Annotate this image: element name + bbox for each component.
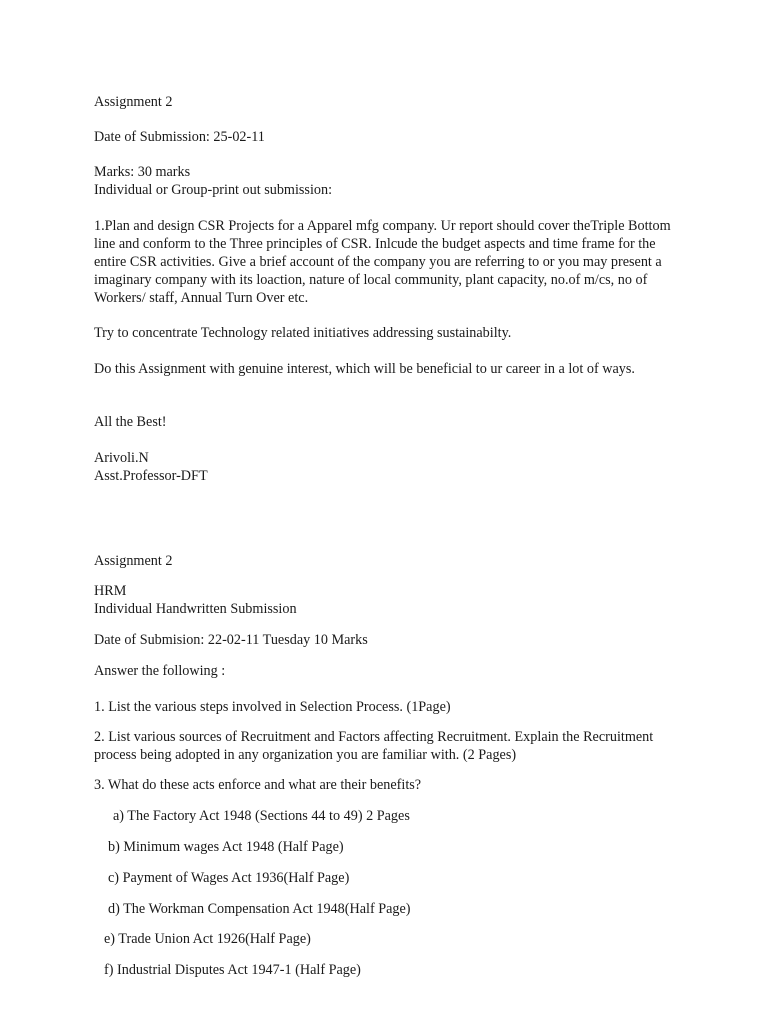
act-item: f) Industrial Disputes Act 1947-1 (Half Page): [104, 962, 361, 978]
author-role: Asst.Professor-DFT: [94, 468, 208, 484]
marks: Marks: 30 marks: [94, 164, 191, 180]
act-item: d) The Workman Compensation Act 1948(Half Page): [108, 901, 411, 917]
assignment-title: Assignment 2: [94, 553, 173, 569]
instruction: Answer the following :: [94, 663, 226, 679]
submission-mode: Individual or Group-print out submission:: [94, 182, 333, 198]
act-item: b) Minimum wages Act 1948 (Half Page): [108, 839, 344, 855]
question-2: 2. List various sources of Recruitment and Factors affecting Recruitment. Explain the Recruitment process being adopted in any organization you are familiar with. (2 Pages): [94, 729, 654, 763]
closing-wish: All the Best!: [94, 414, 167, 430]
question-1: 1. List the various steps involved in Selection Process. (1Page): [94, 699, 451, 715]
act-item: c) Payment of Wages Act 1936(Half Page): [108, 870, 350, 886]
act-item: e) Trade Union Act 1926(Half Page): [104, 931, 311, 947]
submission-date: Date of Submision: 22-02-11 Tuesday 10 Marks: [94, 632, 368, 648]
submission-mode: Individual Handwritten Submission: [94, 601, 297, 617]
focus-note: Try to concentrate Technology related initiatives addressing sustainabilty.: [94, 325, 512, 341]
advice-note: Do this Assignment with genuine interest, which will be beneficial to ur career in a lot of ways.: [94, 361, 635, 377]
subject: HRM: [94, 583, 127, 599]
act-item: a) The Factory Act 1948 (Sections 44 to 49) 2 Pages: [113, 808, 410, 824]
task-description: 1.Plan and design CSR Projects for a Apparel mfg company. Ur report should cover theTriple Bottom line and conform to the Three principles of CSR. Inlcude the budget aspects and time frame for the entire CSR activities. Give a brief account of the company you are referring to or you may present a imaginary company with its loaction, nature of local community, plant capacity, no.of m/cs, no of Workers/ staff, Annual Turn Over etc.: [94, 218, 671, 306]
question-3: 3. What do these acts enforce and what are their benefits?: [94, 777, 422, 793]
author-name: Arivoli.N: [94, 450, 149, 466]
submission-date: Date of Submission: 25-02-11: [94, 129, 265, 145]
assignment-title: Assignment 2: [94, 94, 173, 110]
